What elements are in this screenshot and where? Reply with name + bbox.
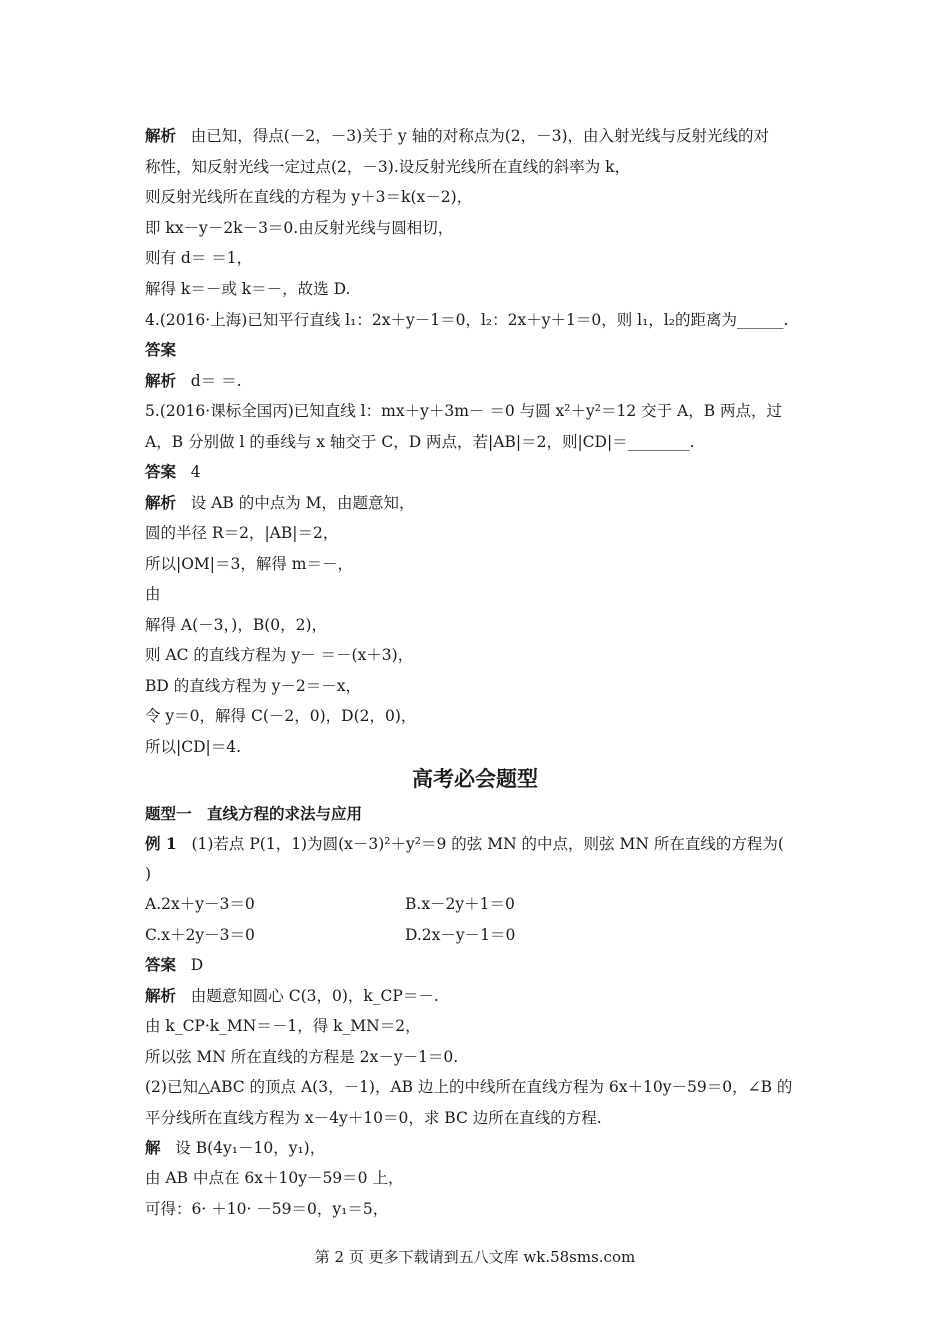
text-line: 即 kx－y－2k－3＝0.由反射光线与圆相切， <box>145 219 454 237</box>
text-line: 所以弦 MN 所在直线的方程是 2x－y－1＝0. <box>145 1048 459 1066</box>
text-line: 则有 d＝ ＝1， <box>145 249 253 267</box>
analysis-line: 解析 由已知，得点(－2，－3)关于 y 轴的对称点为(2，－3)，由入射光线与反射光线的对 <box>145 126 770 145</box>
solution-line: 解 设 B(4y₁－10，y₁)， <box>145 1138 326 1157</box>
text-line: 称性，知反射光线一定过点(2，－3).设反射光线所在直线的斜率为 k， <box>145 158 631 176</box>
option-b: B.x－2y＋1＝0 <box>405 895 515 913</box>
text-line: 由 AB 中点在 6x＋10y－59＝0 上， <box>145 1169 404 1187</box>
option-c: C.x＋2y－3＝0 <box>145 926 255 944</box>
answer-line: 答案 <box>145 340 177 359</box>
question-4: 4.(2016·上海)已知平行直线 l₁：2x＋y－1＝0，l₂：2x＋y＋1＝0，则 l₁，l₂的距离为______. <box>145 311 789 329</box>
text-line: 由 k_CP·k_MN＝－1，得 k_MN＝2， <box>145 1017 421 1035</box>
question-5: 5.(2016·课标全国丙)已知直线 l：mx＋y＋3m－ ＝0 与圆 x²＋y²＝12 交于 A，B 两点，过 <box>145 402 783 420</box>
text-line: 解得 k＝－或 k＝－，故选 D. <box>145 280 351 298</box>
section-heading: 高考必会题型 <box>412 766 538 791</box>
option-d: D.2x－y－1＝0 <box>405 926 516 944</box>
answer-line: 答案 D <box>145 955 204 974</box>
question-type-title: 题型一 直线方程的求法与应用 <box>145 804 363 823</box>
text-line: 所以|CD|＝4. <box>145 738 242 756</box>
option-a: A.2x＋y－3＝0 <box>145 895 255 913</box>
text-line: 由 <box>145 585 161 603</box>
text-line: 则 AC 的直线方程为 y－ ＝－(x＋3)， <box>145 646 414 664</box>
analysis-line: 解析 由题意知圆心 C(3，0)，k_CP＝－. <box>145 986 439 1005</box>
text-line: A，B 分别做 l 的垂线与 x 轴交于 C，D 两点，若|AB|＝2，则|CD|＝________. <box>145 433 695 451</box>
analysis-line: 解析 d＝ ＝. <box>145 371 242 390</box>
text-line: 则反射光线所在直线的方程为 y＋3＝k(x－2)， <box>145 188 473 206</box>
text-line: 解得 A(－3，)，B(0，2)， <box>145 616 328 634</box>
text-line: 所以|OM|＝3，解得 m＝－， <box>145 555 354 573</box>
text-line: (2)已知△ABC 的顶点 A(3，－1)，AB 边上的中线所在直线方程为 6x＋10y－59＝0，∠B 的 <box>145 1078 793 1096</box>
analysis-line: 解析 设 AB 的中点为 M，由题意知， <box>145 493 415 512</box>
text-line: 令 y＝0，解得 C(－2，0)，D(2，0)， <box>145 707 417 725</box>
text-line: 圆的半径 R＝2，|AB|＝2， <box>145 524 339 542</box>
text-line: BD 的直线方程为 y－2＝－x， <box>145 677 362 695</box>
text-line: ) <box>145 865 152 883</box>
example-1-question: 例 1 (1)若点 P(1，1)为圆(x－3)²＋y²＝9 的弦 MN 的中点，则弦 MN 所在直线的方程为( <box>145 834 784 853</box>
page-footer: 第 2 页 更多下载请到五八文库 wk.58sms.com <box>314 1248 636 1266</box>
answer-line: 答案 4 <box>145 462 201 481</box>
text-line: 平分线所在直线方程为 x－4y＋10＝0，求 BC 边所在直线的方程. <box>145 1109 602 1127</box>
text-line: 可得：6· ＋10· －59＝0，y₁＝5， <box>145 1200 389 1218</box>
